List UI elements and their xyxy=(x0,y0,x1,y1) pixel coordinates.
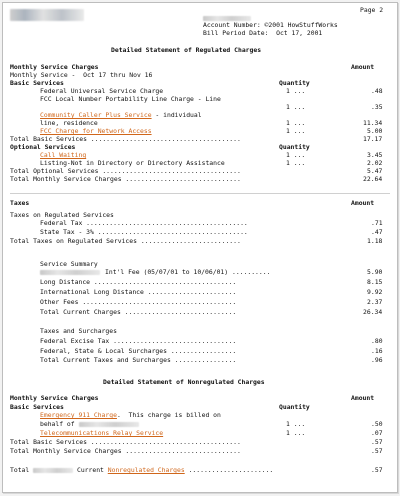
regulated-section-title: Detailed Statement of Regulated Charges xyxy=(111,46,262,54)
nonreg-monthly-service-heading: Monthly Service Charges xyxy=(10,394,99,402)
trs-row xyxy=(40,430,163,437)
nonreg-total-basic: Total Basic Services ....................................... xyxy=(10,438,241,446)
bill-page xyxy=(2,2,398,493)
long-distance: Long Distance ..................................... xyxy=(40,278,237,286)
monthly-service-charges-heading: Monthly Service Charges xyxy=(10,63,99,71)
page-label: Page 2 xyxy=(360,6,384,14)
total-current-charges-amount: 26.34 xyxy=(363,308,383,316)
trs-amount: .07 xyxy=(371,429,383,437)
federal-usc-qty: 1 ... xyxy=(286,87,306,95)
call-waiting-amount: 3.45 xyxy=(367,151,383,159)
taxes-on-regulated: Taxes on Regulated Services xyxy=(10,211,114,219)
nonreg-quantity-header: Quantity xyxy=(279,403,310,411)
international-long-distance-amount: 9.92 xyxy=(367,288,383,296)
quantity-header: Quantity xyxy=(279,79,310,87)
fcc-lnp-label: FCC Local Number Portability Line Charge - Line xyxy=(40,95,221,103)
federal-usc-amount: .48 xyxy=(371,87,383,95)
fcc-network-amount: 5.00 xyxy=(367,127,383,135)
fcc-network-qty: 1 ... xyxy=(286,127,306,135)
behalf-of-label: behalf of xyxy=(40,420,75,428)
listing-not-in-directory: Listing-Not in Directory or Directory Assistance xyxy=(40,159,225,167)
fsl-surcharges: Federal, State & Local Surcharges ................. xyxy=(40,347,237,355)
fcc-network-access-row xyxy=(40,128,152,135)
listing-amount: 2.02 xyxy=(367,159,383,167)
ccp-qty: 1 ... xyxy=(286,119,306,127)
taxes-surcharges-heading: Taxes and Surcharges xyxy=(40,327,117,335)
call-waiting-row xyxy=(40,152,86,159)
total-monthly-amount: 22.64 xyxy=(363,175,383,183)
total-monthly-service-charges: Total Monthly Service Charges .............................. xyxy=(10,175,241,183)
fsl-surcharges-amount: .16 xyxy=(371,347,383,355)
federal-excise-amount: .80 xyxy=(371,337,383,345)
optional-services-heading: Optional Services xyxy=(10,143,76,151)
fcc-lnp-qty: 1 ... xyxy=(286,103,306,111)
total-taxes-surcharges-amount: .96 xyxy=(371,356,383,364)
federal-excise-tax: Federal Excise Tax ................................ xyxy=(40,337,237,345)
other-fees-amount: 2.37 xyxy=(367,298,383,306)
intl-fee-row xyxy=(40,269,270,276)
total-current-charges: Total Current Charges ............................. xyxy=(40,308,237,316)
trs-qty: 1 ... xyxy=(286,429,306,437)
ccp-line2: line, residence xyxy=(40,119,98,127)
nonreg-total-monthly-amount: .57 xyxy=(371,447,383,455)
total-label: Total xyxy=(10,466,30,474)
community-caller-plus-row xyxy=(40,112,202,119)
emergency-911-link[interactable]: Emergency 911 Charge xyxy=(40,411,117,419)
community-caller-plus-link[interactable]: Community Caller Plus Service xyxy=(40,111,152,119)
federal-tax-amount: .71 xyxy=(371,219,383,227)
basic-services-heading: Basic Services xyxy=(10,79,64,87)
optional-quantity-header: Quantity xyxy=(279,143,310,151)
total-current-nonregulated-amount: .57 xyxy=(371,466,383,474)
nonreg-total-monthly: Total Monthly Service Charges .............................. xyxy=(10,447,241,455)
total-taxes-surcharges: Total Current Taxes and Surcharges ................ xyxy=(40,356,237,364)
other-fees: Other Fees ........................................ xyxy=(40,298,237,306)
federal-tax: Federal Tax .......................................... xyxy=(40,219,248,227)
section-divider xyxy=(10,193,390,194)
fcc-lnp-amount: .35 xyxy=(371,103,383,111)
total-optional-services: Total Optional Services .................................... xyxy=(10,167,241,175)
account-number: Account Number: ©2001 HowStuffWorks xyxy=(203,21,338,29)
total-current-dots: ...................... xyxy=(184,466,274,474)
international-long-distance: International Long Distance ....................... xyxy=(40,288,237,296)
total-taxes-regulated: Total Taxes on Regulated Services .......................... xyxy=(10,237,241,245)
fcc-network-access-link[interactable]: FCC Charge for Network Access xyxy=(40,127,152,135)
total-basic-services: Total Basic Services ....................................... xyxy=(10,135,241,143)
long-distance-amount: 8.15 xyxy=(367,278,383,286)
e911-amount: .50 xyxy=(371,420,383,428)
intl-fee-amount: 5.90 xyxy=(367,268,383,276)
state-tax-amount: .47 xyxy=(371,228,383,236)
bill-period-date: Bill Period Date: Oct 17, 2001 xyxy=(203,29,323,37)
federal-usc-label: Federal Universal Service Charge xyxy=(40,87,164,95)
total-current-nonregulated-row xyxy=(10,467,273,474)
redacted-company-name xyxy=(33,468,73,473)
call-waiting-link[interactable]: Call Waiting xyxy=(40,151,87,159)
total-basic-services-amount: 17.17 xyxy=(363,135,383,143)
e911-qty: 1 ... xyxy=(286,420,306,428)
ccp-suffix: - individual xyxy=(151,111,202,119)
total-optional-amount: 5.47 xyxy=(367,167,383,175)
behalf-of-row xyxy=(40,421,139,428)
telecommunications-relay-link[interactable]: Telecommunications Relay Service xyxy=(40,429,164,437)
monthly-service-period: Monthly Service - Oct 17 thru Nov 16 xyxy=(10,71,153,79)
current-label: Current xyxy=(76,466,104,474)
e911-row xyxy=(40,412,221,419)
nonregulated-charges-link[interactable]: Nonregulated Charges xyxy=(107,466,185,474)
nonregulated-section-title: Detailed Statement of Nonregulated Charges xyxy=(103,378,265,386)
e911-text: . This charge is billed on xyxy=(116,411,221,419)
call-waiting-qty: 1 ... xyxy=(286,151,306,159)
redacted-behalf-name xyxy=(79,422,139,427)
total-taxes-amount: 1.18 xyxy=(367,237,383,245)
nonreg-amount-header: Amount xyxy=(351,394,375,402)
nonreg-basic-services-heading: Basic Services xyxy=(10,403,64,411)
bill-document xyxy=(3,3,397,492)
listing-qty: 1 ... xyxy=(286,159,306,167)
amount-header: Amount xyxy=(351,63,375,71)
service-summary-heading: Service Summary xyxy=(40,260,98,268)
state-tax: State Tax - 3% ....................................... xyxy=(40,228,248,236)
intl-fee-label: Int'l Fee (05/07/01 to 10/06/01) .......... xyxy=(105,268,271,276)
taxes-heading: Taxes xyxy=(10,199,30,207)
nonreg-total-basic-amount: .57 xyxy=(371,438,383,446)
redacted-carrier-name xyxy=(40,270,100,275)
ccp-amount: 11.34 xyxy=(363,119,383,127)
taxes-amount-header: Amount xyxy=(351,199,375,207)
